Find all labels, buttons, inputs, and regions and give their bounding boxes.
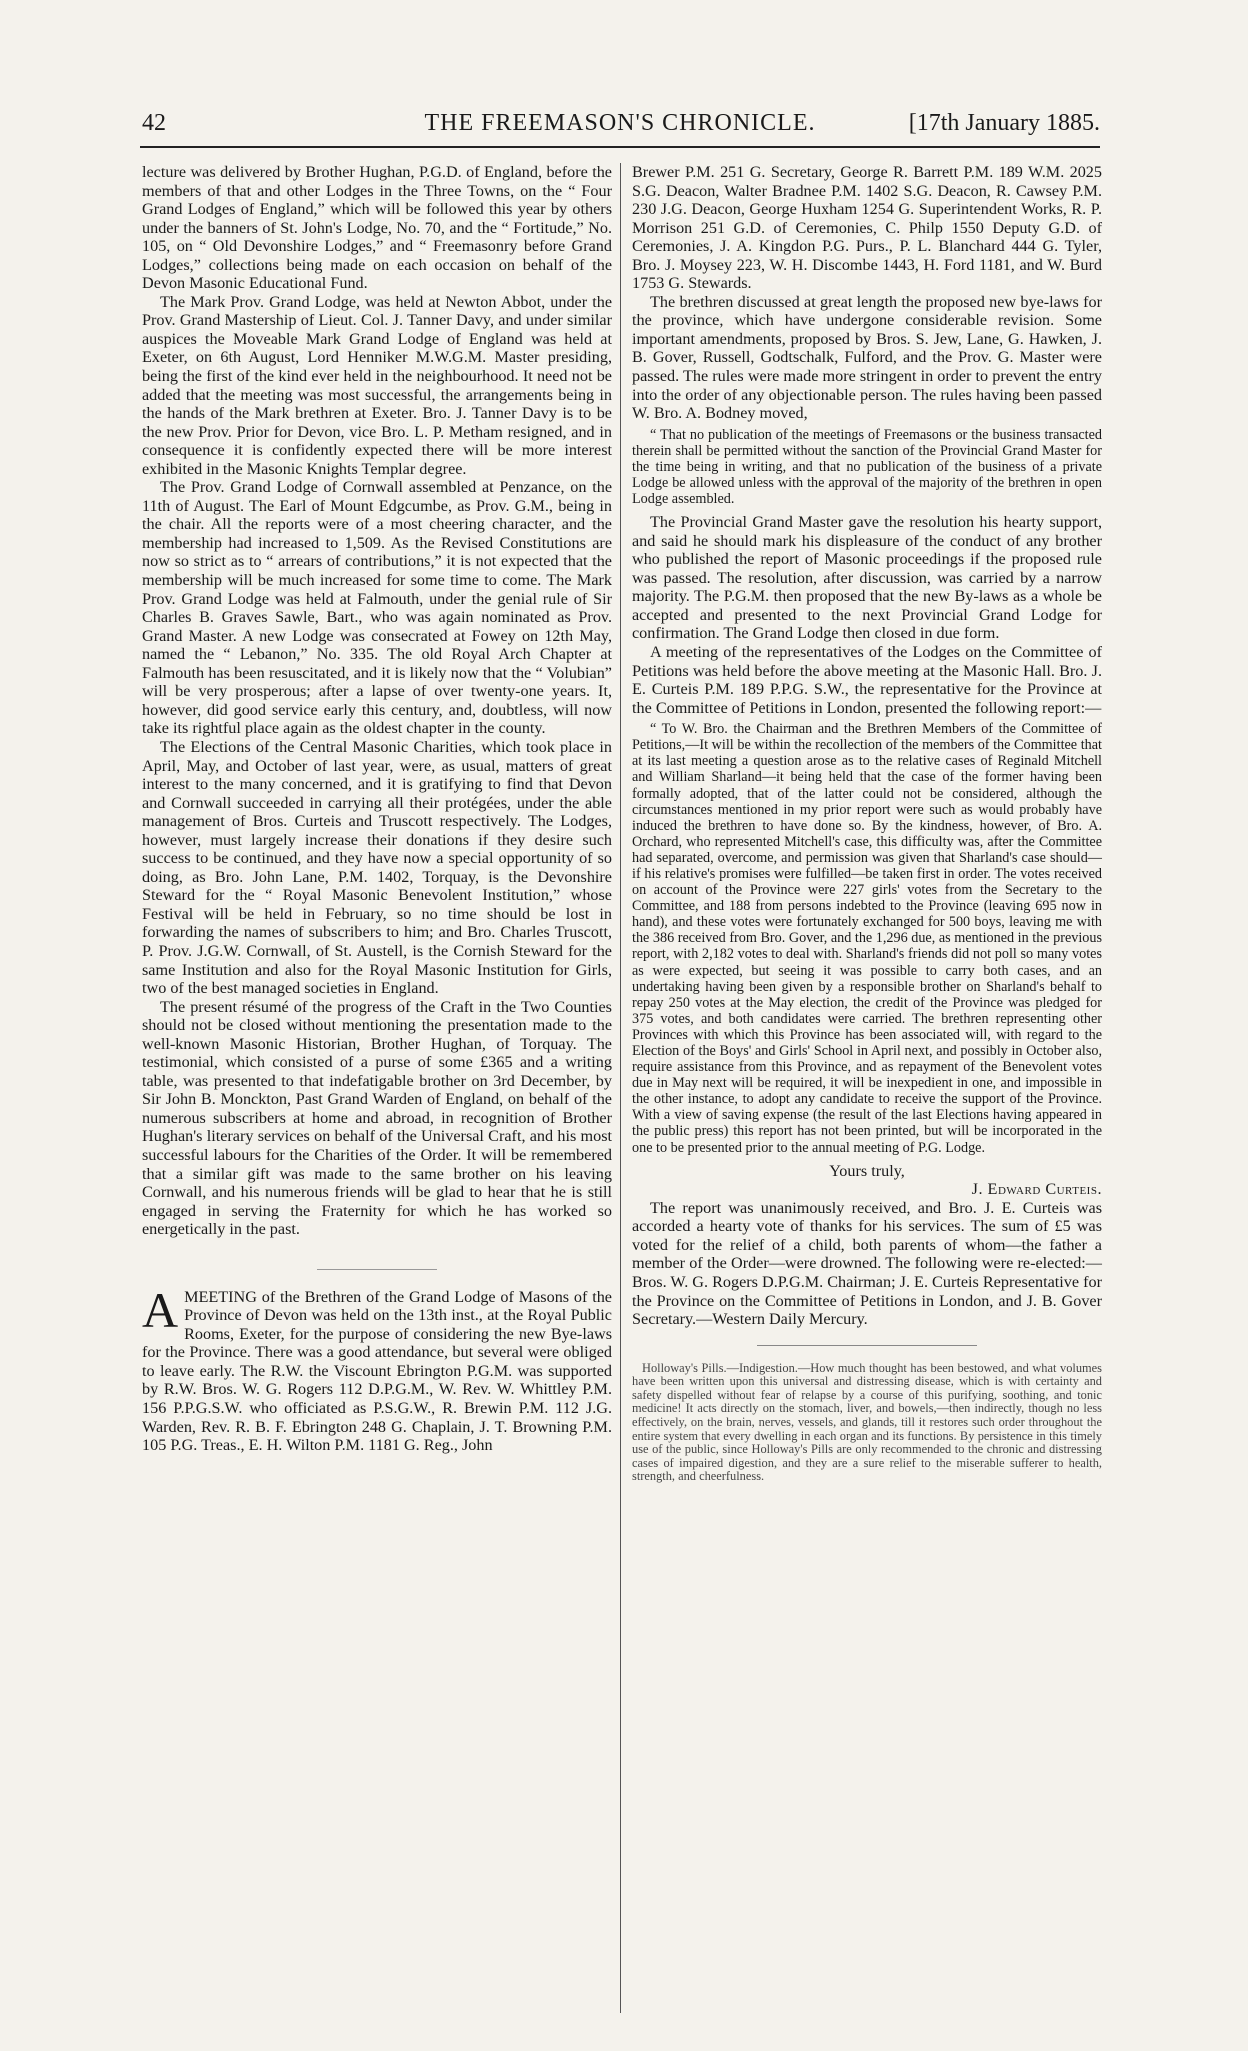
- paragraph: The present résumé of the progress of the Craft in the Two Counties should not be closed without mentioning the presentation made to the well-known Masonic Historian, Brother Hughan, of Torquay. The testimonial, which consisted of a purse of some £365 and a writing table, was presented to that indefatigable brother on 3rd December, by Sir John B. Monckton, Past Grand Warden of England, on behalf of the numerous subscribers at home and abroad, in recognition of Brother Hughan's literary services on behalf of the Universal Craft, and his most successful labours for the Charities of the Order. It will be remembered that a similar gift was made to the same brother on his leaving Cornwall, and his numerous friends will be glad to hear that he is still engaged in serving the Fraternity for which he has worked so energetically in the past.: [142, 997, 612, 1239]
- paragraph: The report was unanimously received, and Bro. J. E. Curteis was accorded a hearty vote of thanks for his services. The sum of £5 was voted for the relief of a child, both parents of whom—the father a member of the Order—were drowned. The following were re-elected:—Bros. W. G. Rogers D.P.G.M. Chairman; J. E. Curteis Representative for the Province on the Committee of Petitions in London, and J. B. Gover Secretary.—Western Daily Mercury.: [632, 1198, 1102, 1329]
- quoted-resolution: “ That no publication of the meetings of Freemasons or the business transacted therein shall be permitted without the sanction of the Provincial Grand Master for the time being in writing, and that no publication of the business of a private Lodge be allowed unless with the approval of the majority of the brethren in open Lodge assembled.: [632, 426, 1102, 508]
- quoted-report: “ To W. Bro. the Chairman and the Brethren Members of the Committee of Petitions,—It will be within the recollection of the members of the Committee that at its last meeting a question arose as to the relative cases of Reginald Mitchell and William Sharland—it being held that the case of the former having been formally adopted, that of the latter could not be considered, although the circumstances mentioned in my prior report were such as would probably have induced the brethren to have done so. By the kindness, however, of Bro. A. Orchard, who represented Mitchell's case, this difficulty was, after the Committee had separated, overcome, and permission was given that Sharland's case should—if his relative's promises were fulfilled—be taken first in order. The votes received on account of the Province were 227 girls' votes from the Secretary to the Committee, and 188 from persons indebted to the Province (leaving 695 now in hand), and these votes were fortunately exchanged for 500 boys, leaving me with the 386 received from Bro. Gover, and the 1,296 due, as mentioned in the previous report, with 2,182 votes to deal with. Sharland's friends did not poll so many votes as were expected, but seeing it was possible to carry both cases, and an undertaking having been given by a responsible brother on Sharland's behalf to repay 250 votes at the May election, the credit of the Province was pledged for 375 votes, and both candidates were carried. The brethren representing other Provinces with which this Province has been associated will, with regard to the Election of the Boys' and Girls' School in April next, and possibly in October also, require assistance from this Province, and as repayment of the Benevolent votes due in May next will be required, it will be inexpedient in one, and impossible in the other instance, to adopt any candidate to receive the support of the Province. With a view of saving expense (the result of the last Elections having appeared in the public press) this report has not been printed, but will be incorporated in the one to be presented prior to the annual meeting of P.G. Lodge.: [632, 721, 1102, 1156]
- column-divider: [620, 163, 621, 2013]
- section-rule: [317, 1247, 437, 1270]
- publication-title: THE FREEMASON'S CHRONICLE.: [424, 110, 816, 136]
- issue-date: [17th January 1885.: [908, 110, 1100, 136]
- sign-off: Yours truly,: [829, 1161, 905, 1180]
- page-header: [140, 104, 1100, 148]
- article-opening: [142, 1281, 612, 1455]
- paragraph: The Prov. Grand Lodge of Cornwall assembled at Penzance, on the 11th of August. The Earl of Mount Edgcumbe, as Prov. G.M., being in the chair. All the reports were of a most cheering character, and the membership had increased to 1,509. As the Revised Constitutions are now so strict as to “ arrears of contributions,” it is not expected that the membership will be much increased for some time to come. The Mark Prov. Grand Lodge was held at Falmouth, under the genial rule of Sir Charles B. Graves Sawle, Bart., who was again nominated as Prov. Grand Master. A new Lodge was consecrated at Fowey on 12th May, named the “ Lebanon,” No. 335. The old Royal Arch Chapter at Falmouth has been resuscitated, and it is likely now that the “ Volubian” will be very prosperous; after a lapse of over twenty-one years. It, however, did good service early this century, and, doubtless, will now take its rightful place again as the oldest chapter in the county.: [142, 478, 612, 738]
- article-text: MEETING of the Brethren of the Grand Lodge of Masons of the Province of Devon was held on the 13th inst., at the Royal Public Rooms, Exeter, for the purpose of considering the new Bye-laws for the Province. There was a good attendance, but several were obliged to leave early. The R.W. the Viscount Ebrington P.G.M. was supported by R.W. Bros. W. G. Rogers 112 D.P.G.M., W. Rev. W. Whittley P.M. 156 P.P.G.S.W. who officiated as P.S.G.W., R. Brewin P.M. 112 J.G. Warden, Rev. R. B. F. Ebrington 248 G. Chaplain, J. T. Browning P.M. 105 P.G. Treas., E. H. Wilton P.M. 1181 G. Reg., John: [142, 1287, 612, 1455]
- paragraph: The Provincial Grand Master gave the resolution his hearty support, and said he should mark his displeasure of the conduct of any brother who published the report of Masonic proceedings if the proposed rule was passed. The resolution, after discussion, was carried by a narrow majority. The P.G.M. then proposed that the new By-laws as a whole be accepted and presented to the next Provincial Grand Lodge for confirmation. The Grand Lodge then closed in due form.: [632, 513, 1102, 643]
- paragraph: The Mark Prov. Grand Lodge, was held at Newton Abbot, under the Prov. Grand Mastership of Lieut. Col. J. Tanner Davy, and under similar auspices the Moveable Mark Grand Lodge of England was held at Exeter, on 6th August, Lord Henniker M.W.G.M. Master presiding, being the first of the kind ever held in the neighbourhood. It need not be added that the meeting was most successful, the arrangements being in the hands of the Mark brethren at Exeter. Bro. J. Tanner Davy is to be the new Prov. Prior for Devon, vice Bro. L. P. Metham resigned, and in consequence it is confidently expected there will be more interest exhibited in the Masonic Knights Templar degree.: [142, 292, 612, 478]
- page-number: 42: [142, 110, 166, 136]
- paragraph: Brewer P.M. 251 G. Secretary, George R. Barrett P.M. 189 W.M. 2025 S.G. Deacon, Walter Bradnee P.M. 1402 S.G. Deacon, R. Cawsey P.M. 230 J.G. Deacon, George Huxham 1254 G. Superintendent Works, R. P. Morrison 251 G.D. of Ceremonies, C. Philp 1550 Deputy G.D. of Ceremonies, J. A. Kingdon P.G. Purs., P. L. Blanchard 444 G. Tyler, Bro. J. Moysey 223, W. H. Discombe 1443, H. Ford 1181, and W. Burd 1753 G. Stewards.: [632, 163, 1102, 293]
- advertisement: Holloway's Pills.—Indigestion.—How much thought has been bestowed, and what volumes have been written upon this universal and distressing disease, which is with certainty and safety dispelled without fear of relapse by a course of this purifying, soothing, and tonic medicine! It acts directly on the stomach, liver, and bowels,—then indirectly, though no less effectively, on the brain, nerves, vessels, and glands, till it restores such order throughout the entire system that every dwelling in each organ and its functions. By persistence in this timely use of the public, since Holloway's Pills are only recommended to the chronic and distressing cases of impaired digestion, and they are a sure relief to the miserable sufferer to health, strength, and cheerfulness.: [632, 1360, 1102, 1484]
- paragraph: The brethren discussed at great length the proposed new bye-laws for the province, which have undergone considerable revision. Some important amendments, proposed by Bros. S. Jew, Lane, G. Hawken, J. B. Gover, Russell, Godtschalk, Fulford, and the Prov. G. Master were passed. The rules were made more stringent in order to prevent the entry into the order of any objectionable person. The rules having been passed W. Bro. A. Bodney moved,: [632, 292, 1102, 423]
- paragraph: A meeting of the representatives of the Lodges on the Committee of Petitions was held before the above meeting at the Masonic Hall. Bro. J. E. Curteis P.M. 189 P.P.G. S.W., the representative for the Province at the Committee of Petitions in London, presented the following report:—: [632, 642, 1102, 717]
- left-column: [142, 163, 612, 1455]
- separator-rule: [757, 1345, 977, 1346]
- signature: J. Edward Curteis.: [971, 1180, 1102, 1199]
- right-column: [632, 163, 1102, 1484]
- drop-cap: A: [142, 1281, 179, 1338]
- paragraph: lecture was delivered by Brother Hughan, P.G.D. of England, before the members of that and other Lodges in the Three Towns, on the “ Four Grand Lodges of England,” which will be followed this year by others under the banners of St. John's Lodge, No. 70, and the “ Fortitude,” No. 105, on “ Old Devonshire Lodges,” and “ Freemasonry before Grand Lodges,” collections being made on each occasion on behalf of the Devon Masonic Educational Fund.: [142, 163, 612, 293]
- paragraph: The Elections of the Central Masonic Charities, which took place in April, May, and October of last year, were, as usual, matters of great interest to the many concerned, and it is gratifying to find that Devon and Cornwall succeeded in carrying all their protégées, under the able management of Bros. Curteis and Truscott respectively. The Lodges, however, must largely increase their donations if they desire such success to be continued, and they have now a special opportunity of so doing, as Bro. John Lane, P.M. 1402, Torquay, is the Devonshire Steward for the “ Royal Masonic Benevolent Institution,” whose Festival will be held in February, so no time should be lost in forwarding the names of subscribers to him; and Bro. Charles Truscott, P. Prov. J.G.W. Cornwall, of St. Austell, is the Cornish Steward for the same Institution and also for the Royal Masonic Institution for Girls, two of the best managed societies in England.: [142, 737, 612, 998]
